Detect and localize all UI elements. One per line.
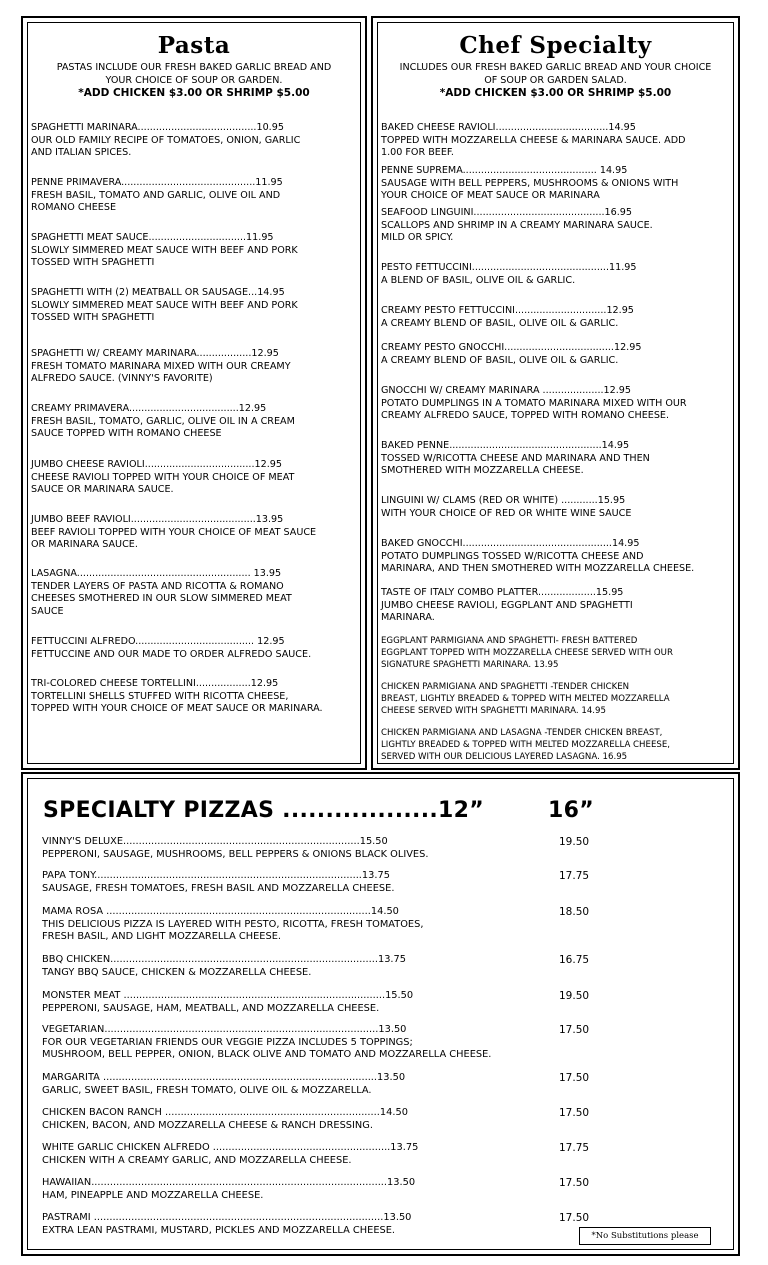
item-desc: ROMANO CHEESE [31, 202, 117, 213]
item-name: SPAGHETTI MARINARA.......................................10.95 [31, 122, 284, 133]
menu-item [31, 514, 361, 552]
pasta-intro-line-2: YOUR CHOICE OF SOUP OR GARDEN. [105, 74, 283, 86]
item-desc: SMOTHERED WITH MOZZARELLA CHEESE. [381, 465, 584, 476]
item-desc: SIGNATURE SPAGHETTI MARINARA. 13.95 [381, 660, 559, 670]
pizza-item [42, 870, 394, 895]
menu-item [381, 262, 734, 287]
pizza-name: VEGETARIAN........................................................................................13.50 [42, 1024, 407, 1035]
item-name: CREAMY PESTO FETTUCCINI..............................12.95 [381, 305, 634, 316]
pasta-intro [29, 62, 359, 100]
pizza-desc: EXTRA LEAN PASTRAMI, MUSTARD, PICKLES AND MOZZARELLA CHEESE. [42, 1224, 396, 1236]
item-desc: A CREAMY BLEND OF BASIL, OLIVE OIL & GARLIC. [381, 354, 619, 366]
pizza-item [42, 1107, 408, 1132]
item-desc: SLOWLY SIMMERED MEAT SAUCE WITH BEEF AND PORK [31, 244, 298, 256]
menu-item [31, 122, 361, 160]
pizza-title-text: SPECIALTY PIZZAS ..................12” [43, 798, 484, 823]
pizza-name: MARGARITA ........................................................................................13.50 [42, 1072, 406, 1083]
pasta-intro-line-1: PASTAS INCLUDE OUR FRESH BAKED GARLIC BREAD AND [56, 62, 332, 73]
item-desc: CHEESE RAVIOLI TOPPED WITH YOUR CHOICE OF MEAT [31, 471, 295, 483]
pizza-item [42, 1072, 405, 1097]
item-desc: LIGHTLY BREADED & TOPPED WITH MELTED MOZZARELLA CHEESE, [381, 740, 670, 750]
item-desc: POTATO DUMPLINGS TOSSED W/RICOTTA CHEESE AND [381, 550, 644, 562]
pizza-price-16: 18.50 [559, 906, 590, 918]
menu-item [381, 305, 734, 330]
pizza-price-16: 19.50 [559, 990, 590, 1002]
item-name: JUMBO CHEESE RAVIOLI....................................12.95 [31, 459, 282, 470]
menu-item [31, 232, 361, 270]
pizza-desc: FOR OUR VEGETARIAN FRIENDS OUR VEGGIE PIZZA INCLUDES 5 TOPPINGS; [42, 1036, 413, 1048]
pizza-desc: FRESH BASIL, AND LIGHT MOZZARELLA CHEESE. [42, 931, 281, 942]
menu-item [381, 207, 734, 245]
item-desc: FRESH BASIL, TOMATO, GARLIC, OLIVE OIL IN A CREAM [31, 415, 295, 427]
pizza-price-16: 17.50 [559, 1212, 590, 1224]
item-desc: MILD OR SPICY. [381, 232, 454, 243]
menu-item [31, 287, 361, 325]
menu-item [381, 440, 734, 478]
item-desc: EGGPLANT TOPPED WITH MOZZARELLA CHEESE SERVED WITH OUR [381, 648, 673, 658]
pizza-item [42, 990, 413, 1015]
item-desc: TOPPED WITH MOZZARELLA CHEESE & MARINARA SAUCE. ADD [381, 134, 686, 146]
no-substitutions-note: *No Substitutions please [579, 1227, 711, 1245]
chef-specialty-section [371, 16, 740, 770]
item-name: BAKED PENNE..................................................14.95 [381, 440, 630, 451]
item-name: JUMBO BEEF RAVIOLI.........................................13.95 [31, 514, 284, 525]
item-desc: FRESH BASIL, TOMATO AND GARLIC, OLIVE OIL AND [31, 189, 281, 201]
pizza-name: PASTRAMI .............................................................................................13.50 [42, 1212, 412, 1223]
chef-intro [379, 62, 732, 100]
item-desc: AND ITALIAN SPICES. [31, 147, 132, 158]
pizza-item [42, 1177, 415, 1202]
pizza-name: VINNY'S DELUXE............................................................................15.50 [42, 836, 388, 847]
item-desc: BEEF RAVIOLI TOPPED WITH YOUR CHOICE OF MEAT SAUCE [31, 526, 317, 538]
item-name: BAKED GNOCCHI.................................................14.95 [381, 538, 640, 549]
pizza-desc: PEPPERONI, SAUSAGE, MUSHROOMS, BELL PEPPERS & ONIONS BLACK OLIVES. [42, 848, 429, 860]
menu-item [31, 678, 361, 716]
chef-intro-line-1: INCLUDES OUR FRESH BAKED GARLIC BREAD AND YOUR CHOICE [399, 62, 712, 73]
pizza-price-16: 17.50 [559, 1177, 590, 1189]
menu-item [31, 459, 361, 497]
item-desc: SLOWLY SIMMERED MEAT SAUCE WITH BEEF AND PORK [31, 299, 298, 311]
menu-item [381, 681, 734, 717]
item-desc: SERVED WITH OUR DELICIOUS LAYERED LASAGNA. 16.95 [381, 752, 628, 762]
item-desc: CREAMY ALFREDO SAUCE, TOPPED WITH ROMANO CHEESE. [381, 410, 670, 421]
pasta-section [21, 16, 367, 770]
item-name: TASTE OF ITALY COMBO PLATTER...................15.95 [381, 587, 624, 598]
pizza-name: MAMA ROSA .....................................................................................14.50 [42, 906, 399, 917]
item-name: CHICKEN PARMIGIANA AND SPAGHETTI -TENDER CHICKEN [381, 682, 630, 692]
item-desc: WITH YOUR CHOICE OF RED OR WHITE WINE SAUCE [381, 507, 632, 519]
menu-item [31, 348, 361, 386]
menu-item [31, 636, 361, 661]
item-desc: TENDER LAYERS OF PASTA AND RICOTTA & ROMANO [31, 580, 284, 592]
item-desc: SCALLOPS AND SHRIMP IN A CREAMY MARINARA SAUCE. [381, 219, 653, 231]
pizza-desc: MUSHROOM, BELL PEPPER, ONION, BLACK OLIVE AND TOMATO AND MOZZARELLA CHEESE. [42, 1049, 492, 1060]
pizza-item [42, 954, 406, 979]
pizza-desc: SAUSAGE, FRESH TOMATOES, FRESH BASIL AND MOZZARELLA CHEESE. [42, 882, 395, 894]
pizza-price-16: 17.50 [559, 1072, 590, 1084]
pizza-desc: TANGY BBQ SAUCE, CHICKEN & MOZZARELLA CHEESE. [42, 966, 312, 978]
item-name: SPAGHETTI WITH (2) MEATBALL OR SAUSAGE...14.95 [31, 287, 285, 298]
menu-item [381, 538, 734, 576]
item-desc: TORTELLINI SHELLS STUFFED WITH RICOTTA CHEESE, [31, 690, 289, 702]
menu-item [381, 342, 734, 367]
item-name: SEAFOOD LINGUINI...........................................16.95 [381, 207, 633, 218]
pizza-name: WHITE GARLIC CHICKEN ALFREDO .........................................................13.75 [42, 1142, 419, 1153]
pizza-item [42, 836, 428, 861]
pizza-item [42, 1024, 491, 1062]
item-desc: SAUCE TOPPED WITH ROMANO CHEESE [31, 428, 222, 439]
pizza-price-16: 17.50 [559, 1024, 590, 1036]
chef-title: Chef Specialty [459, 32, 652, 59]
pizza-name: PAPA TONY......................................................................................13.75 [42, 870, 390, 881]
item-desc: 1.00 FOR BEEF. [381, 147, 454, 158]
menu-item [381, 495, 734, 520]
pizza-name: BBQ CHICKEN......................................................................................13.75 [42, 954, 407, 965]
item-desc: MARINARA, AND THEN SMOTHERED WITH MOZZARELLA CHEESE. [381, 563, 695, 574]
menu-item [381, 165, 734, 203]
item-desc: BREAST, LIGHTLY BREADED & TOPPED WITH MELTED MOZZARELLA [381, 694, 670, 704]
item-desc: MARINARA. [381, 612, 435, 623]
item-name: GNOCCHI W/ CREAMY MARINARA ....................12.95 [381, 385, 632, 396]
menu-item [381, 587, 734, 625]
pizza-price-16: 19.50 [559, 836, 590, 848]
menu-item [31, 568, 361, 618]
chef-intro-line-3: *ADD CHICKEN $3.00 OR SHRIMP $5.00 [439, 87, 672, 99]
pizza-price-16: 17.75 [559, 1142, 590, 1154]
pizza-desc: CHICKEN WITH A CREAMY GARLIC, AND MOZZARELLA CHEESE. [42, 1154, 352, 1166]
item-desc: ALFREDO SAUCE. (VINNY'S FAVORITE) [31, 373, 213, 384]
specialty-pizzas-section [21, 772, 740, 1256]
pasta-intro-line-3: *ADD CHICKEN $3.00 OR SHRIMP $5.00 [78, 87, 310, 99]
item-desc: FETTUCCINE AND OUR MADE TO ORDER ALFREDO SAUCE. [31, 648, 312, 660]
menu-item [381, 122, 734, 160]
item-desc: OR MARINARA SAUCE. [31, 539, 138, 550]
item-desc: CHEESE SERVED WITH SPAGHETTI MARINARA. 14.95 [381, 706, 606, 716]
pizza-title [43, 798, 594, 823]
pizza-item [42, 1212, 411, 1237]
item-desc: POTATO DUMPLINGS IN A TOMATO MARINARA MIXED WITH OUR [381, 397, 687, 409]
pizza-price-16: 17.75 [559, 870, 590, 882]
item-desc: TOPPED WITH YOUR CHOICE OF MEAT SAUCE OR MARINARA. [31, 703, 323, 714]
item-desc: SAUCE OR MARINARA SAUCE. [31, 484, 174, 495]
pizza-size-16-header: 16” [548, 798, 594, 823]
item-desc: SAUCE [31, 605, 64, 617]
item-desc: YOUR CHOICE OF MEAT SAUCE OR MARINARA [381, 190, 600, 201]
pizza-name: CHICKEN BACON RANCH .....................................................................14.50 [42, 1107, 408, 1118]
chef-intro-line-2: OF SOUP OR GARDEN SALAD. [484, 74, 627, 86]
item-name: PENNE PRIMAVERA............................................11.95 [31, 177, 283, 188]
item-desc: TOSSED WITH SPAGHETTI [31, 257, 155, 268]
pizza-price-16: 16.75 [559, 954, 590, 966]
item-name: BAKED CHEESE RAVIOLI.....................................14.95 [381, 122, 636, 133]
item-name: PENNE SUPREMA............................................ 14.95 [381, 165, 628, 176]
item-desc: OUR OLD FAMILY RECIPE OF TOMATOES, ONION, GARLIC [31, 134, 301, 146]
item-desc: A CREAMY BLEND OF BASIL, OLIVE OIL & GARLIC. [381, 317, 619, 329]
pizza-item [42, 1142, 418, 1167]
pizza-item [42, 906, 423, 944]
item-desc: FRESH TOMATO MARINARA MIXED WITH OUR CREAMY [31, 360, 291, 372]
pizza-desc: GARLIC, SWEET BASIL, FRESH TOMATO, OLIVE OIL & MOZZARELLA. [42, 1084, 372, 1096]
pasta-title: Pasta [157, 32, 231, 59]
pizza-desc: PEPPERONI, SAUSAGE, HAM, MEATBALL, AND MOZZARELLA CHEESE. [42, 1002, 380, 1014]
menu-item [381, 385, 734, 423]
pizza-desc: CHICKEN, BACON, AND MOZZARELLA CHEESE & RANCH DRESSING. [42, 1119, 373, 1131]
item-name: CHICKEN PARMIGIANA AND LASAGNA -TENDER CHICKEN BREAST, [381, 728, 663, 738]
item-name: TRI-COLORED CHEESE TORTELLINI..................12.95 [31, 678, 279, 689]
menu-item [31, 403, 361, 441]
item-name: SPAGHETTI MEAT SAUCE................................11.95 [31, 232, 274, 243]
pizza-price-16: 17.50 [559, 1107, 590, 1119]
item-desc: CHEESES SMOTHERED IN OUR SLOW SIMMERED MEAT [31, 593, 292, 604]
pizza-desc: THIS DELICIOUS PIZZA IS LAYERED WITH PESTO, RICOTTA, FRESH TOMATOES, [42, 918, 424, 930]
menu-item [381, 635, 734, 671]
item-name: EGGPLANT PARMIGIANA AND SPAGHETTI- FRESH BATTERED [381, 636, 638, 646]
item-desc: SAUSAGE WITH BELL PEPPERS, MUSHROOMS & ONIONS WITH [381, 177, 679, 189]
item-name: CREAMY PESTO GNOCCHI....................................12.95 [381, 342, 642, 353]
menu-item [31, 177, 361, 215]
pizza-desc: HAM, PINEAPPLE AND MOZZARELLA CHEESE. [42, 1189, 264, 1201]
item-name: CREAMY PRIMAVERA....................................12.95 [31, 403, 267, 414]
item-name: SPAGHETTI W/ CREAMY MARINARA..................12.95 [31, 348, 279, 359]
menu-item [381, 727, 734, 763]
pizza-name: MONSTER MEAT ....................................................................................15.50 [42, 990, 414, 1001]
item-name: LINGUINI W/ CLAMS (RED OR WHITE) ............15.95 [381, 495, 626, 506]
item-name: FETTUCCINI ALFREDO....................................... 12.95 [31, 636, 285, 647]
pizza-name: HAWAIIAN...............................................................................................13.50 [42, 1177, 416, 1188]
item-desc: TOSSED W/RICOTTA CHEESE AND MARINARA AND THEN [381, 452, 650, 464]
item-desc: TOSSED WITH SPAGHETTI [31, 312, 155, 323]
item-desc: JUMBO CHEESE RAVIOLI, EGGPLANT AND SPAGHETTI [381, 599, 633, 611]
item-name: LASAGNA......................................................... 13.95 [31, 568, 282, 579]
item-name: PESTO FETTUCCINI.............................................11.95 [381, 262, 637, 273]
item-desc: A BLEND OF BASIL, OLIVE OIL & GARLIC. [381, 274, 576, 286]
